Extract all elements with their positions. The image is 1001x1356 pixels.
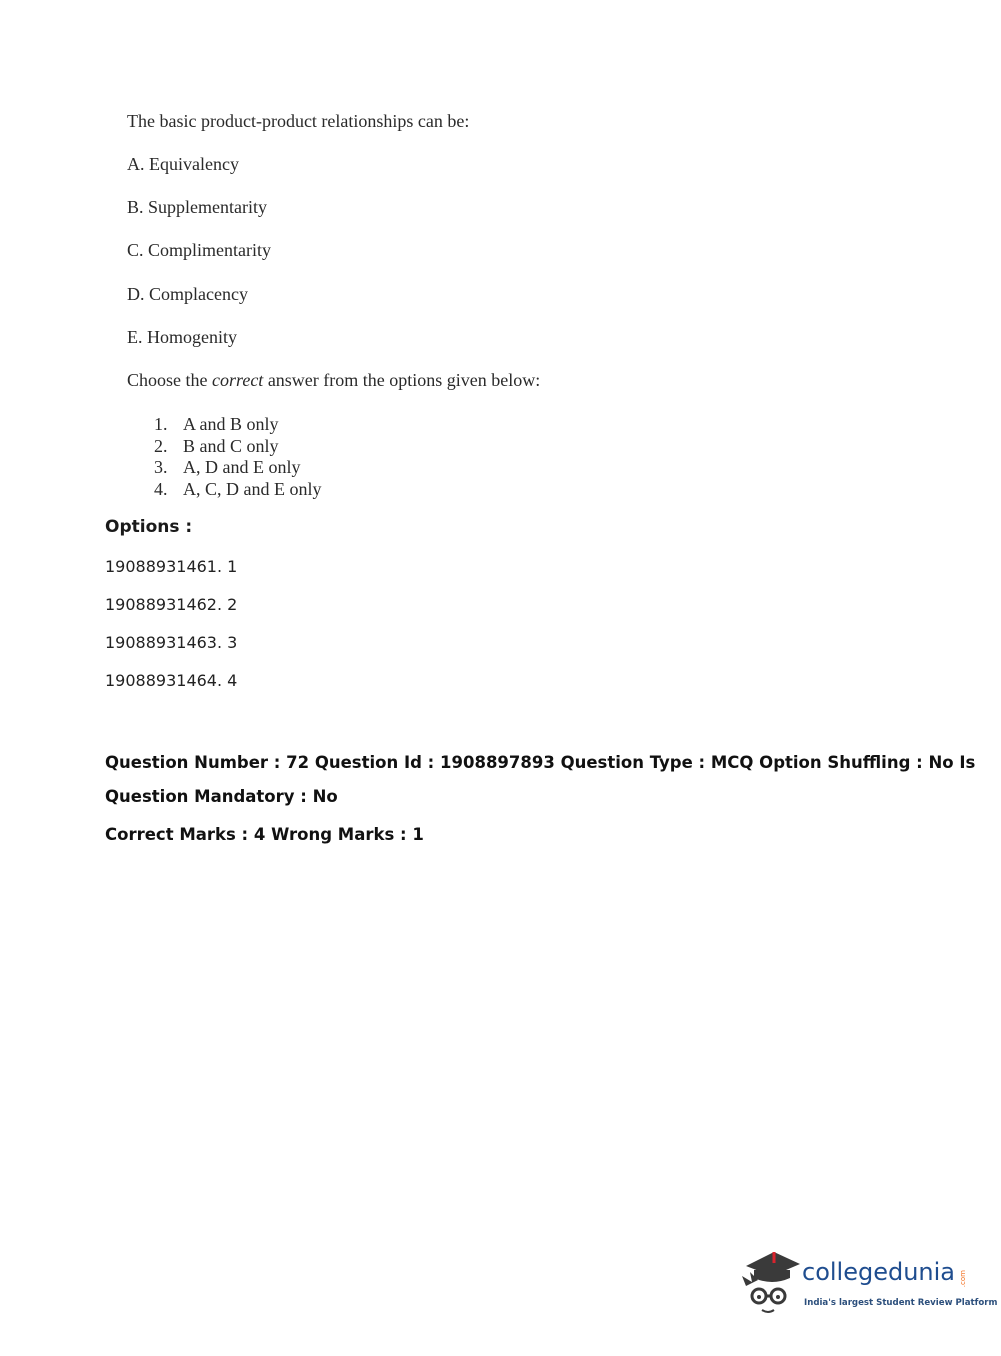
logo-tagline: India's largest Student Review Platform bbox=[804, 1298, 998, 1308]
logo-wordmark: collegedunia bbox=[802, 1258, 956, 1286]
choice-item: 1. A and B only bbox=[154, 414, 279, 434]
options-title: Options : bbox=[105, 517, 193, 537]
statement-c: C. Complimentarity bbox=[127, 240, 271, 260]
logo-suffix: .com bbox=[959, 1270, 967, 1288]
statement-b: B. Supplementarity bbox=[127, 197, 267, 217]
choice-list bbox=[154, 414, 322, 500]
statement-e: E. Homogenity bbox=[127, 327, 237, 347]
option-item: 19088931461. 1 bbox=[105, 557, 238, 576]
option-item: 19088931464. 4 bbox=[105, 671, 238, 690]
question-meta-line1: Question Number : 72 Question Id : 1908897893 Question Type : MCQ Option Shuffling : No Is bbox=[105, 753, 976, 772]
option-item: 19088931462. 2 bbox=[105, 595, 238, 614]
question-stem: The basic product-product relationships can be: bbox=[127, 111, 470, 131]
choice-item: 2. B and C only bbox=[154, 435, 279, 456]
statement-d: D. Complacency bbox=[127, 284, 248, 304]
question-meta-line2: Question Mandatory : No bbox=[105, 787, 338, 806]
choice-item: 4. A, C, D and E only bbox=[154, 478, 322, 499]
collegedunia-logo bbox=[740, 1246, 998, 1321]
statement-a: A. Equivalency bbox=[127, 154, 239, 174]
mascot-icon bbox=[740, 1246, 802, 1321]
question-meta-line3: Correct Marks : 4 Wrong Marks : 1 bbox=[105, 825, 424, 844]
choice-item: 3. A, D and E only bbox=[154, 457, 301, 477]
emphasis-correct: correct bbox=[212, 370, 264, 390]
option-item: 19088931463. 3 bbox=[105, 633, 238, 652]
choose-instruction: Choose the correct answer from the options given below: bbox=[127, 370, 541, 390]
